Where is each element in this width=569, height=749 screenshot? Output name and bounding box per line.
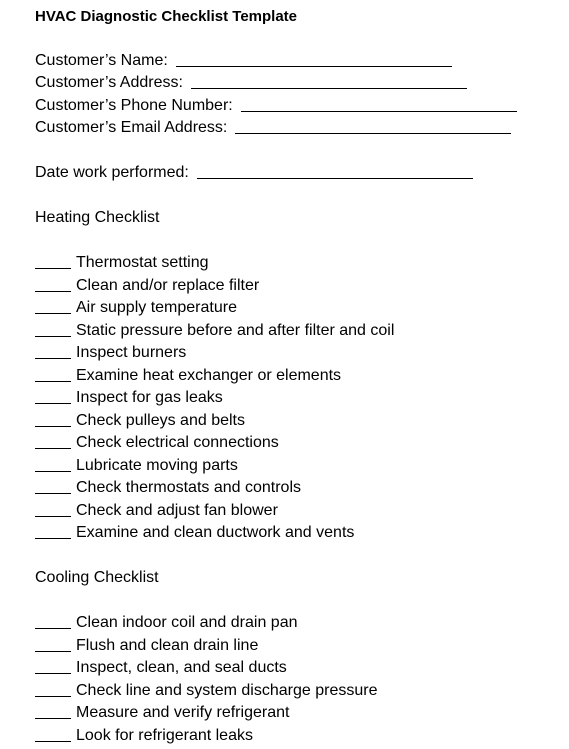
check-blank[interactable] xyxy=(35,457,71,472)
check-blank[interactable] xyxy=(35,704,71,719)
check-blank[interactable] xyxy=(35,254,71,269)
check-blank[interactable] xyxy=(35,322,71,337)
customer-address-row xyxy=(35,72,555,95)
check-blank[interactable] xyxy=(35,277,71,292)
document-title: HVAC Diagnostic Checklist Template xyxy=(35,8,298,25)
checklist-item xyxy=(35,320,555,343)
checklist-item-label: Clean and/or replace filter xyxy=(76,276,260,294)
check-blank[interactable] xyxy=(35,614,71,629)
heating-checklist xyxy=(35,252,555,545)
spacer xyxy=(35,230,555,253)
heating-checklist-title: Heating Checklist xyxy=(35,209,160,226)
date-row xyxy=(35,162,555,185)
document-page xyxy=(35,7,555,747)
check-blank[interactable] xyxy=(35,434,71,449)
check-blank[interactable] xyxy=(35,727,71,742)
checklist-item-label: Clean indoor coil and drain pan xyxy=(76,614,298,631)
checklist-item-label: Check electrical connections xyxy=(76,434,279,451)
spacer xyxy=(35,545,555,568)
checklist-item-label: Air supply temperature xyxy=(76,299,237,316)
check-blank[interactable] xyxy=(35,659,71,674)
spacer xyxy=(35,140,555,163)
checklist-item xyxy=(35,702,555,725)
customer-email-label: Customer’s Email Address: xyxy=(35,119,228,136)
checklist-item-label: Inspect, clean, and seal ducts xyxy=(76,659,287,676)
checklist-item-label: Look for refrigerant leaks xyxy=(76,726,253,744)
checklist-item-label: Check line and system discharge pressure xyxy=(76,681,378,699)
checklist-item-label: Measure and verify refrigerant xyxy=(76,704,290,721)
check-blank[interactable] xyxy=(35,637,71,652)
checklist-item-label: Flush and clean drain line xyxy=(76,636,259,654)
checklist-item xyxy=(35,365,555,388)
date-blank[interactable] xyxy=(197,164,473,179)
checklist-item xyxy=(35,252,555,275)
cooling-checklist xyxy=(35,612,555,747)
check-blank[interactable] xyxy=(35,412,71,427)
customer-email-row xyxy=(35,117,555,140)
checklist-item-label: Check and adjust fan blower xyxy=(76,501,278,519)
check-blank[interactable] xyxy=(35,367,71,382)
checklist-item-label: Thermostat setting xyxy=(76,254,209,271)
customer-email-blank[interactable] xyxy=(235,119,511,134)
check-blank[interactable] xyxy=(35,389,71,404)
check-blank[interactable] xyxy=(35,502,71,517)
checklist-item-label: Inspect for gas leaks xyxy=(76,389,223,406)
spacer xyxy=(35,590,555,613)
checklist-item-label: Check pulleys and belts xyxy=(76,411,245,429)
customer-address-blank[interactable] xyxy=(191,74,467,89)
checklist-item xyxy=(35,680,555,703)
spacer xyxy=(35,185,555,208)
checklist-item-label: Check thermostats and controls xyxy=(76,479,301,496)
checklist-item xyxy=(35,410,555,433)
check-blank[interactable] xyxy=(35,479,71,494)
customer-address-label: Customer’s Address: xyxy=(35,74,183,91)
date-label: Date work performed: xyxy=(35,164,189,181)
checklist-item xyxy=(35,275,555,298)
checklist-item xyxy=(35,455,555,478)
checklist-item xyxy=(35,342,555,365)
customer-phone-row xyxy=(35,95,555,118)
checklist-item xyxy=(35,635,555,658)
checklist-item-label: Examine heat exchanger or elements xyxy=(76,366,342,384)
checklist-item xyxy=(35,725,555,748)
checklist-item xyxy=(35,432,555,455)
check-blank[interactable] xyxy=(35,682,71,697)
checklist-item xyxy=(35,500,555,523)
checklist-item-label: Lubricate moving parts xyxy=(76,456,238,474)
customer-name-row xyxy=(35,50,555,73)
checklist-item xyxy=(35,297,555,320)
checklist-item xyxy=(35,612,555,635)
check-blank[interactable] xyxy=(35,524,71,539)
customer-phone-blank[interactable] xyxy=(241,97,517,112)
check-blank[interactable] xyxy=(35,299,71,314)
spacer xyxy=(35,27,555,50)
cooling-checklist-title: Cooling Checklist xyxy=(35,569,159,586)
customer-name-blank[interactable] xyxy=(176,52,452,67)
checklist-item xyxy=(35,387,555,410)
customer-phone-label: Customer’s Phone Number: xyxy=(35,96,233,114)
checklist-item-label: Static pressure before and after filter and coil xyxy=(76,321,395,339)
checklist-item-label: Inspect burners xyxy=(76,344,187,361)
checklist-item xyxy=(35,657,555,680)
customer-name-label: Customer’s Name: xyxy=(35,51,168,69)
check-blank[interactable] xyxy=(35,344,71,359)
checklist-item xyxy=(35,522,555,545)
checklist-item xyxy=(35,477,555,500)
checklist-item-label: Examine and clean ductwork and vents xyxy=(76,524,355,541)
